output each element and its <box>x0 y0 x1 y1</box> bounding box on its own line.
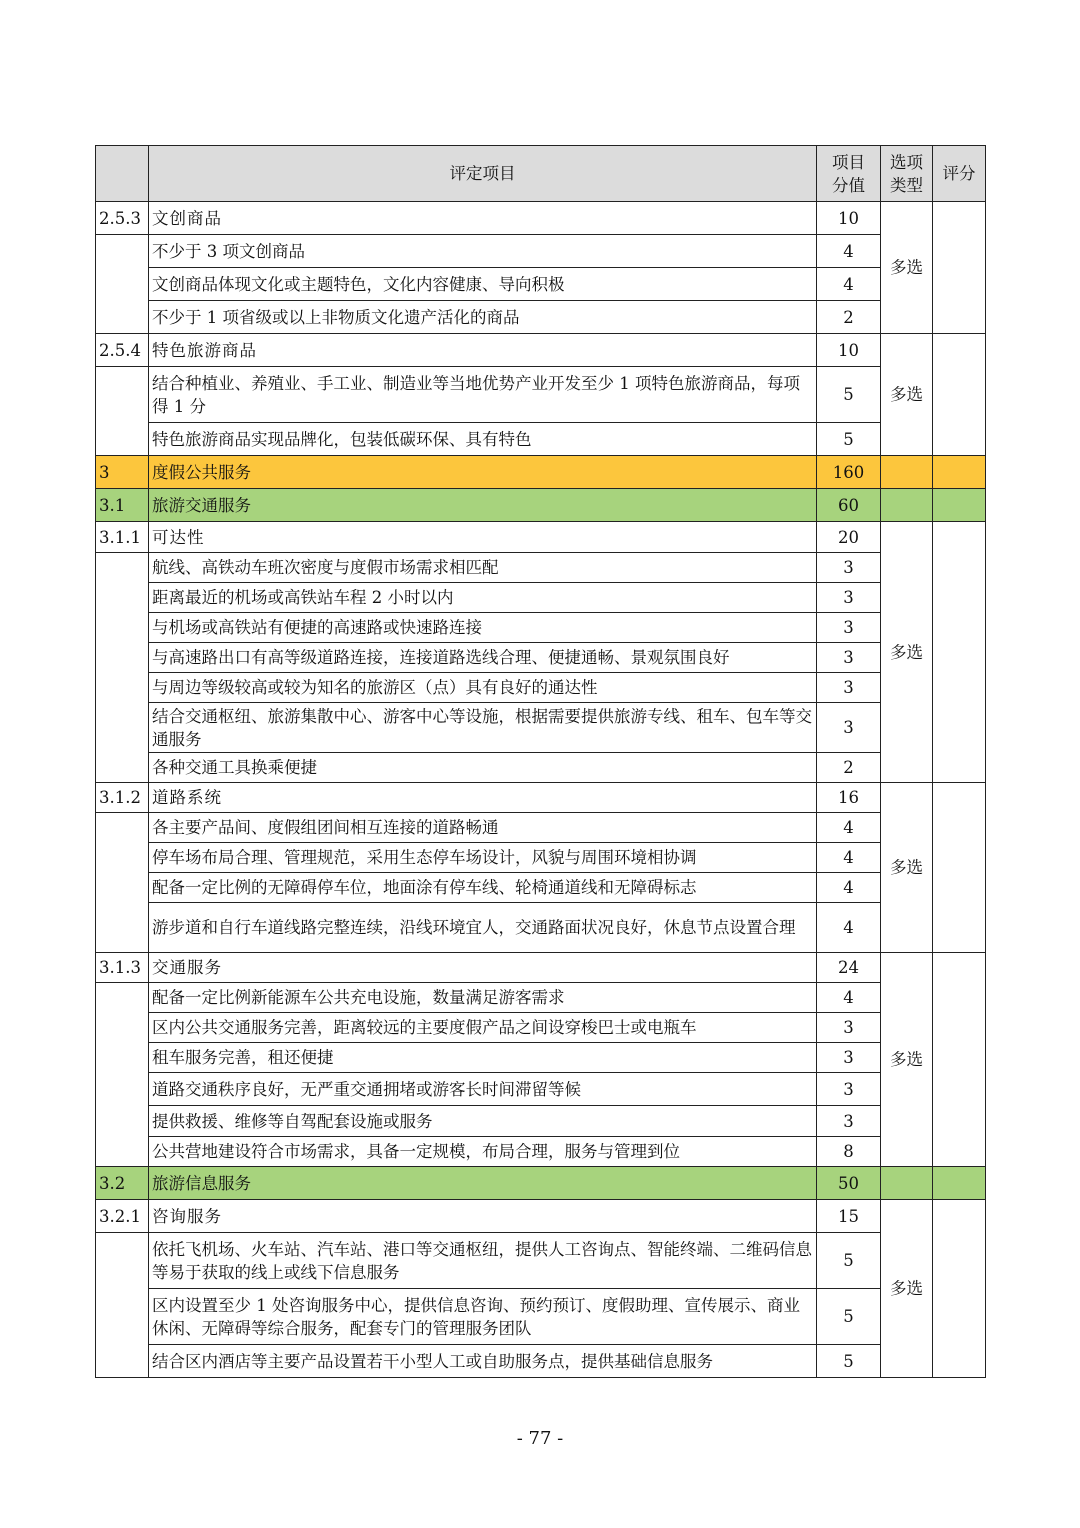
row-code: 3.2 <box>96 1167 149 1200</box>
row-score: 3 <box>817 673 881 703</box>
row-item: 咨询服务 <box>149 1200 817 1233</box>
row-item: 与机场或高铁站有便捷的高速路或快速路连接 <box>149 613 817 643</box>
row-score: 4 <box>817 235 881 268</box>
rating-cell <box>933 334 986 456</box>
page-number: - 77 - <box>516 1428 564 1449</box>
header-code <box>96 146 149 202</box>
row-score: 5 <box>817 423 881 456</box>
row-score: 2 <box>817 301 881 334</box>
row-item: 度假公共服务 <box>149 456 817 489</box>
row-code <box>96 983 149 1167</box>
row-score: 15 <box>817 1200 881 1233</box>
table-row <box>96 1013 986 1043</box>
row-code <box>96 1233 149 1378</box>
row-code <box>96 235 149 334</box>
row-item: 结合种植业、养殖业、手工业、制造业等当地优势产业开发至少 1 项特色旅游商品，每项得 1 分 <box>149 367 817 423</box>
rating-cell <box>933 522 986 783</box>
table-row <box>96 1200 986 1233</box>
row-score: 20 <box>817 522 881 553</box>
rating-cell <box>933 953 986 1167</box>
row-score: 16 <box>817 783 881 813</box>
rating-cell <box>933 456 986 489</box>
row-code <box>96 367 149 456</box>
row-code: 2.5.3 <box>96 202 149 235</box>
row-item: 游步道和自行车道线路完整连续，沿线环境宜人，交通路面状况良好，休息节点设置合理 <box>149 903 817 953</box>
table-row <box>96 268 986 301</box>
row-item: 配备一定比例新能源车公共充电设施，数量满足游客需求 <box>149 983 817 1013</box>
row-score: 3 <box>817 1106 881 1137</box>
row-score: 3 <box>817 643 881 673</box>
evaluation-table <box>95 145 986 1378</box>
row-item: 区内设置至少 1 处咨询服务中心，提供信息咨询、预约预订、度假助理、宣传展示、商业休闲、无障碍等综合服务，配套专门的管理服务团队 <box>149 1289 817 1345</box>
row-score: 24 <box>817 953 881 983</box>
row-item: 文创商品 <box>149 202 817 235</box>
row-score: 160 <box>817 456 881 489</box>
table-row <box>96 753 986 783</box>
table-row <box>96 202 986 235</box>
row-code <box>96 813 149 953</box>
option-type: 多选 <box>881 783 933 953</box>
row-item: 航线、高铁动车班次密度与度假市场需求相匹配 <box>149 553 817 583</box>
row-code: 3.1.2 <box>96 783 149 813</box>
row-score: 3 <box>817 1013 881 1043</box>
row-code <box>96 553 149 783</box>
table-header-row <box>96 146 986 202</box>
table-row <box>96 583 986 613</box>
row-code: 3.2.1 <box>96 1200 149 1233</box>
table-row <box>96 643 986 673</box>
row-item: 交通服务 <box>149 953 817 983</box>
option-type: 多选 <box>881 522 933 783</box>
row-score: 5 <box>817 367 881 423</box>
table-row <box>96 522 986 553</box>
row-code: 2.5.4 <box>96 334 149 367</box>
row-score: 5 <box>817 1345 881 1378</box>
table-row <box>96 953 986 983</box>
table-row <box>96 489 986 522</box>
row-item: 文创商品体现文化或主题特色，文化内容健康、导向积极 <box>149 268 817 301</box>
row-score: 3 <box>817 1073 881 1106</box>
row-score: 8 <box>817 1137 881 1167</box>
option-type <box>881 456 933 489</box>
row-score: 4 <box>817 813 881 843</box>
table-body <box>96 202 986 1378</box>
row-score: 4 <box>817 983 881 1013</box>
row-score: 3 <box>817 553 881 583</box>
row-item: 特色旅游商品 <box>149 334 817 367</box>
row-score: 3 <box>817 613 881 643</box>
row-item: 不少于 3 项文创商品 <box>149 235 817 268</box>
row-item: 道路系统 <box>149 783 817 813</box>
table-row <box>96 1137 986 1167</box>
row-item: 距离最近的机场或高铁站车程 2 小时以内 <box>149 583 817 613</box>
row-item: 区内公共交通服务完善，距离较远的主要度假产品之间设穿梭巴士或电瓶车 <box>149 1013 817 1043</box>
row-item: 各主要产品间、度假组团间相互连接的道路畅通 <box>149 813 817 843</box>
option-type <box>881 1167 933 1200</box>
row-item: 各种交通工具换乘便捷 <box>149 753 817 783</box>
row-score: 4 <box>817 903 881 953</box>
header-item: 评定项目 <box>149 146 817 202</box>
row-score: 5 <box>817 1233 881 1289</box>
rating-cell <box>933 783 986 953</box>
table-row <box>96 1106 986 1137</box>
table-row <box>96 553 986 583</box>
row-item: 公共营地建设符合市场需求，具备一定规模，布局合理，服务与管理到位 <box>149 1137 817 1167</box>
row-score: 50 <box>817 1167 881 1200</box>
rating-cell <box>933 489 986 522</box>
row-item: 不少于 1 项省级或以上非物质文化遗产活化的商品 <box>149 301 817 334</box>
table-row <box>96 873 986 903</box>
header-rating: 评分 <box>933 146 986 202</box>
row-item: 结合区内酒店等主要产品设置若干小型人工或自助服务点，提供基础信息服务 <box>149 1345 817 1378</box>
row-item: 配备一定比例的无障碍停车位，地面涂有停车线、轮椅通道线和无障碍标志 <box>149 873 817 903</box>
table-row <box>96 301 986 334</box>
row-item: 与高速路出口有高等级道路连接，连接道路选线合理、便捷通畅、景观氛围良好 <box>149 643 817 673</box>
option-type <box>881 489 933 522</box>
row-score: 3 <box>817 583 881 613</box>
row-score: 10 <box>817 334 881 367</box>
row-item: 旅游交通服务 <box>149 489 817 522</box>
table-row <box>96 1289 986 1345</box>
row-item: 提供救援、维修等自驾配套设施或服务 <box>149 1106 817 1137</box>
table-row <box>96 1345 986 1378</box>
row-item: 结合交通枢纽、旅游集散中心、游客中心等设施，根据需要提供旅游专线、租车、包车等交通服务 <box>149 703 817 753</box>
row-score: 2 <box>817 753 881 783</box>
row-item: 可达性 <box>149 522 817 553</box>
table-row <box>96 456 986 489</box>
table-row <box>96 1233 986 1289</box>
table-row <box>96 813 986 843</box>
option-type: 多选 <box>881 1200 933 1378</box>
table-row <box>96 983 986 1013</box>
rating-cell <box>933 1200 986 1378</box>
option-type: 多选 <box>881 334 933 456</box>
row-code: 3.1 <box>96 489 149 522</box>
header-score: 项目 分值 <box>817 146 881 202</box>
row-code: 3.1.3 <box>96 953 149 983</box>
row-item: 与周边等级较高或较为知名的旅游区（点）具有良好的通达性 <box>149 673 817 703</box>
row-score: 4 <box>817 843 881 873</box>
rating-cell <box>933 1167 986 1200</box>
table-row <box>96 1043 986 1073</box>
row-score: 10 <box>817 202 881 235</box>
table-row <box>96 843 986 873</box>
row-item: 停车场布局合理、管理规范，采用生态停车场设计，风貌与周围环境相协调 <box>149 843 817 873</box>
row-score: 60 <box>817 489 881 522</box>
row-code: 3 <box>96 456 149 489</box>
table-row <box>96 703 986 753</box>
row-item: 特色旅游商品实现品牌化，包装低碳环保、具有特色 <box>149 423 817 456</box>
row-item: 依托飞机场、火车站、汽车站、港口等交通枢纽，提供人工咨询点、智能终端、二维码信息等易于获取的线上或线下信息服务 <box>149 1233 817 1289</box>
row-score: 5 <box>817 1289 881 1345</box>
row-item: 道路交通秩序良好，无严重交通拥堵或游客长时间滞留等候 <box>149 1073 817 1106</box>
row-score: 3 <box>817 703 881 753</box>
row-score: 4 <box>817 873 881 903</box>
header-type: 选项 类型 <box>881 146 933 202</box>
row-item: 租车服务完善，租还便捷 <box>149 1043 817 1073</box>
table-row <box>96 783 986 813</box>
table-row <box>96 1073 986 1106</box>
row-score: 4 <box>817 268 881 301</box>
table-row <box>96 423 986 456</box>
row-code: 3.1.1 <box>96 522 149 553</box>
table-row <box>96 334 986 367</box>
table-row <box>96 613 986 643</box>
option-type: 多选 <box>881 202 933 334</box>
row-score: 3 <box>817 1043 881 1073</box>
table-row <box>96 1167 986 1200</box>
rating-cell <box>933 202 986 334</box>
table-row <box>96 903 986 953</box>
table-row <box>96 235 986 268</box>
row-item: 旅游信息服务 <box>149 1167 817 1200</box>
table-row <box>96 367 986 423</box>
table-row <box>96 673 986 703</box>
option-type: 多选 <box>881 953 933 1167</box>
